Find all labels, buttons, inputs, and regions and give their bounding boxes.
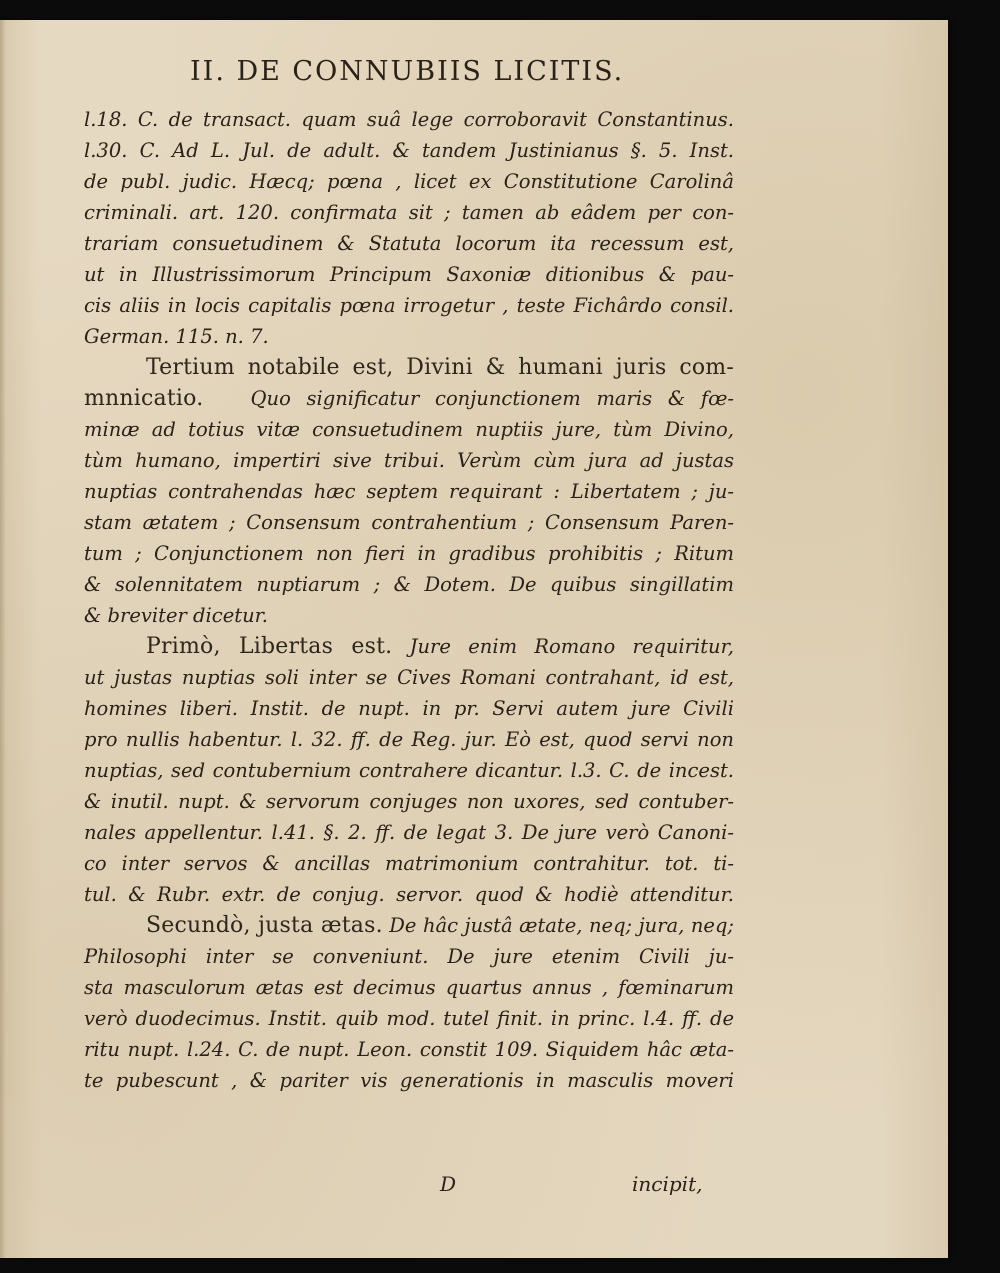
paragraph-lead: Tertium notabile est, Divini & humani juris com- xyxy=(146,355,734,380)
text-segment: De hâc justâ ætate, neq; jura, neq; xyxy=(389,914,735,937)
text-line: de publ. judic. Hæcq; pœna , licet ex Constitutione Carolinâ xyxy=(84,170,734,193)
text-line: stam ætatem ; Consensum contrahentium ; Consensum Paren- xyxy=(84,511,734,534)
text-line: tul. & Rubr. extr. de conjug. servor. quod & hodiè attenditur. xyxy=(84,883,734,906)
paragraph-lead-line xyxy=(84,352,734,383)
running-header: II. DE CONNUBIIS LICITIS. xyxy=(190,56,625,87)
text-line: l.30. C. Ad L. Jul. de adult. & tandem Justinianus §. 5. Inst. xyxy=(84,139,734,162)
book-page xyxy=(0,20,948,1258)
paragraph-lead-continued: mnnicatio. xyxy=(84,386,204,411)
text-line: l.18. C. de transact. quam suâ lege corroboravit Constantinus. xyxy=(84,108,734,131)
paragraph-lead: Primò, Libertas est. xyxy=(146,634,393,659)
text-segment: Quo significatur conjunctionem maris & fœ- xyxy=(250,387,734,410)
text-line: ut in Illustrissimorum Principum Saxoniæ ditionibus & pau- xyxy=(84,263,734,286)
text-line: tum ; Conjunctionem non fieri in gradibus prohibitis ; Ritum xyxy=(84,542,734,565)
text-line: verò duodecimus. Instit. quib mod. tutel finit. in princ. l.4. ff. de xyxy=(84,1007,734,1030)
paragraph-lead: Secundò, justa ætas. xyxy=(146,913,383,938)
text-line: & inutil. nupt. & servorum conjuges non uxores, sed contuber- xyxy=(84,790,734,813)
text-line: ut justas nuptias soli inter se Cives Romani contrahant, id est, xyxy=(84,666,734,689)
text-line xyxy=(84,383,734,414)
text-line: trariam consuetudinem & Statuta locorum ita recessum est, xyxy=(84,232,734,255)
page-body xyxy=(84,104,734,1096)
text-line: pro nullis habentur. l. 32. ff. de Reg. jur. Eò est, quod servi non xyxy=(84,728,734,751)
paragraph-lead-line xyxy=(84,910,734,941)
paragraph-lead-line xyxy=(84,631,734,662)
text-line: & solennitatem nuptiarum ; & Dotem. De quibus singillatim xyxy=(84,573,734,596)
page-gutter xyxy=(0,20,6,1258)
text-line: criminali. art. 120. confirmata sit ; tamen ab eâdem per con- xyxy=(84,201,734,224)
text-line: te pubescunt , & pariter vis generationis in masculis moveri xyxy=(84,1069,734,1092)
text-line: co inter servos & ancillas matrimonium contrahitur. tot. ti- xyxy=(84,852,734,875)
text-line: minæ ad totius vitæ consuetudinem nuptiis jure, tùm Divino, xyxy=(84,418,734,441)
text-line: tùm humano, impertiri sive tribui. Verùm cùm jura ad justas xyxy=(84,449,734,472)
text-line: nuptias contrahendas hæc septem requirant : Libertatem ; ju- xyxy=(84,480,734,503)
text-line: cis aliis in locis capitalis pœna irrogetur , teste Fichârdo consil. xyxy=(84,294,734,317)
catchword: incipit, xyxy=(632,1172,703,1196)
text-line: sta masculorum ætas est decimus quartus annus , fœminarum xyxy=(84,976,734,999)
text-line: nuptias, sed contubernium contrahere dicantur. l.3. C. de incest. xyxy=(84,759,734,782)
text-segment: Jure enim Romano requiritur, xyxy=(409,635,734,658)
text-line: ritu nupt. l.24. C. de nupt. Leon. constit 109. Siquidem hâc æta- xyxy=(84,1038,734,1061)
text-line: homines liberi. Instit. de nupt. in pr. Servi autem jure Civili xyxy=(84,697,734,720)
text-line: Philosophi inter se conveniunt. De jure etenim Civili ju- xyxy=(84,945,734,968)
signature-mark: D xyxy=(440,1172,457,1196)
text-line: German. 115. n. 7. xyxy=(84,325,269,348)
text-line: nales appellentur. l.41. §. 2. ff. de legat 3. De jure verò Canoni- xyxy=(84,821,734,844)
text-line: & breviter dicetur. xyxy=(84,604,269,627)
